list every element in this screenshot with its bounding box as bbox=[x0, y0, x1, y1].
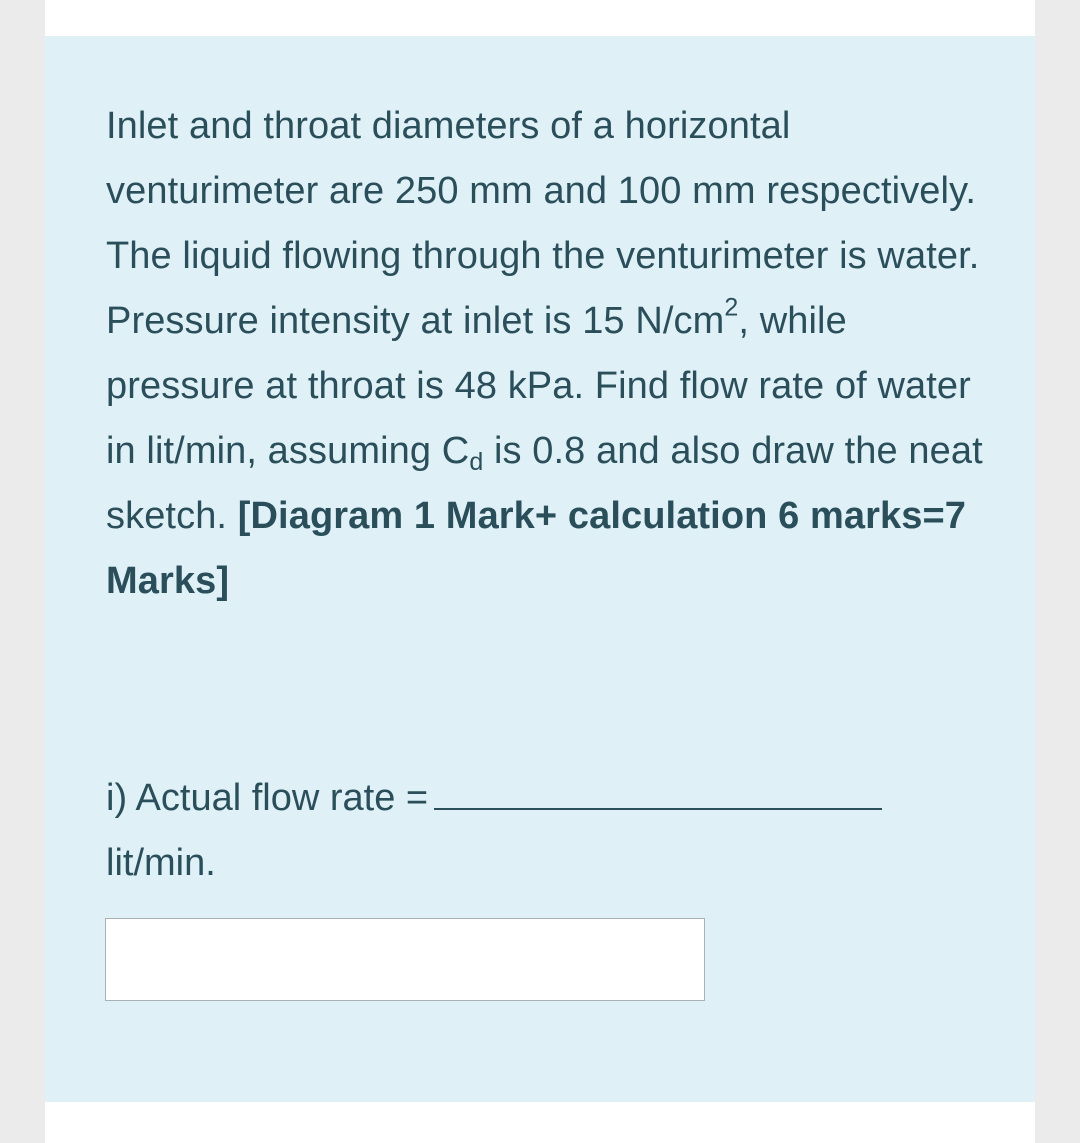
question-text-part3: is 0.8 and also draw the neat sketch. bbox=[106, 430, 983, 537]
answer-unit: lit/min. bbox=[106, 842, 216, 884]
answer-prompt bbox=[106, 766, 986, 896]
question-text-part2: , while pressure at throat is 48 kPa. Find flow rate of water in lit/min, assuming C bbox=[106, 300, 971, 472]
superscript-2: 2 bbox=[724, 293, 739, 322]
question-text bbox=[106, 94, 986, 614]
answer-blank-line bbox=[434, 786, 882, 810]
answer-label: i) Actual flow rate = bbox=[106, 777, 429, 819]
subscript-d: d bbox=[469, 448, 484, 476]
marks-breakdown: [Diagram 1 Mark+ calculation 6 marks=7 Marks] bbox=[106, 495, 967, 602]
question-text-part1: Inlet and throat diameters of a horizontal venturimeter are 250 mm and 100 mm respectively. The liquid flowing through the venturimeter is water. Pressure intensity at inlet is 15 N/cm bbox=[106, 105, 980, 342]
answer-input[interactable] bbox=[105, 918, 705, 1001]
